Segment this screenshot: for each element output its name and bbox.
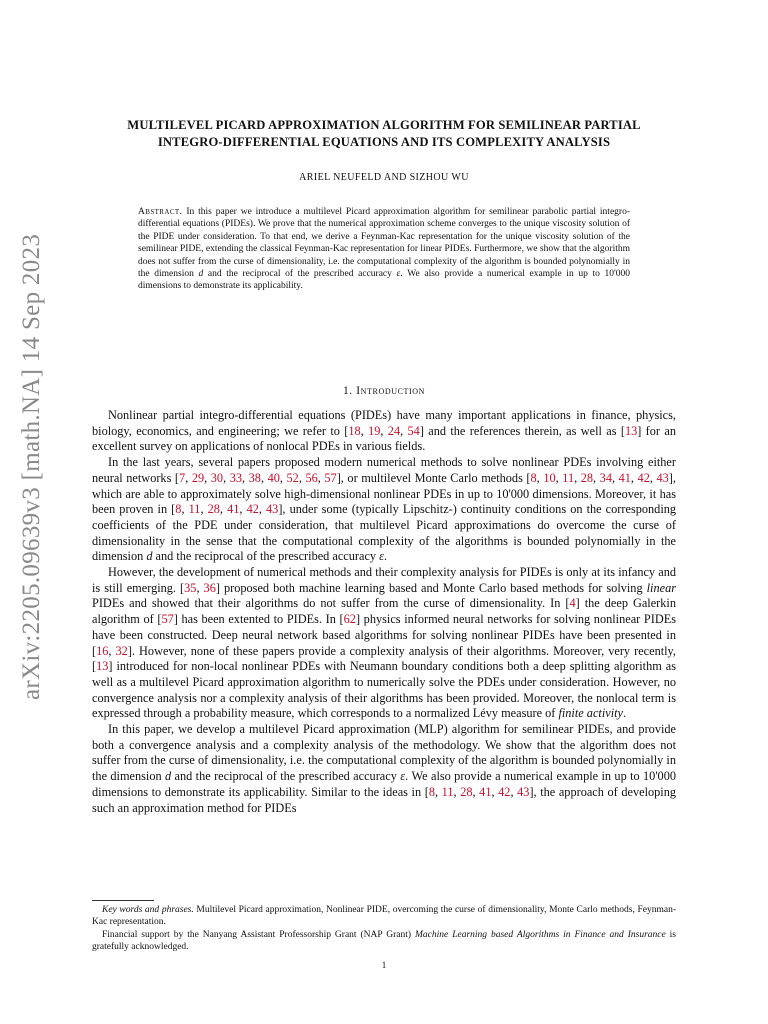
citation-link[interactable]: 8: [428, 784, 435, 799]
citation-link[interactable]: 28: [460, 784, 473, 799]
citation-link[interactable]: 62: [343, 612, 356, 627]
citation-link[interactable]: 28: [207, 502, 220, 517]
emphasis-text: Machine Learning based Algorithms in Finance and Insurance: [415, 929, 666, 940]
math-symbol: d: [165, 769, 172, 784]
citation-link[interactable]: 34: [599, 470, 612, 485]
citation-link[interactable]: 13: [96, 659, 109, 674]
citation-link[interactable]: 28: [580, 470, 594, 485]
body-paragraph: In this paper, we develop a multilevel Picard approximation (MLP) algorithm for semilinear PIDEs, and provide both a convergence analysis and a complexity analysis of the methodology. We show that the algorithm does not suffer from the curse of dimensionality, i.e. the computational complexity of the algorithm is bounded polynomially in the dimension d and the reciprocal of the prescribed accuracy ε. We also provide a numerical example in up to 10'000 dimensions to demonstrate its applicability. Similar to the ideas in [8, 11, 28, 41, 42, 43], the approach of developing such an approximation method for PIDEs: [92, 722, 676, 815]
citation-link[interactable]: 42: [498, 784, 511, 799]
footnote-rule: [92, 900, 154, 901]
citation-link[interactable]: 18: [348, 423, 361, 438]
citation-link[interactable]: 41: [227, 502, 240, 517]
math-symbol: ε: [400, 769, 406, 784]
footnotes: [92, 904, 676, 954]
citation-link[interactable]: 57: [324, 470, 337, 485]
citation-link[interactable]: 52: [286, 470, 299, 485]
body-text: [92, 408, 676, 816]
body-paragraph: In the last years, several papers proposed modern numerical methods to solve nonlinear PDEs involving either neural networks [7, 29, 30, 33, 38, 40, 52, 56, 57], or multilevel Monte Carlo methods [8, 10, 11, 28, 34, 41, 42, 43], which are able to approximately solve high-dimensional nonlinear PDEs in up to 10'000 dimensions. Moreover, it has been proven in [8, 11, 28, 41, 42, 43], under some (typically Lipschitz-) continuity conditions on the corresponding coefficients of the PDE under consideration, that multilevel Picard approximations do overcome the curse of dimensionality in the sense that the computational complexity of the algorithms is bounded polynomially in the dimension d and the reciprocal of the prescribed accuracy ε.: [92, 455, 677, 564]
citation-link[interactable]: 57: [161, 612, 174, 627]
section-heading: [92, 385, 676, 397]
citation-link[interactable]: 42: [637, 470, 650, 485]
citation-link[interactable]: 43: [656, 470, 669, 485]
citation-link[interactable]: 36: [203, 580, 216, 595]
emphasis-text: Key words and phrases.: [102, 905, 194, 915]
arxiv-stamp-text: arXiv:2205.09639v3 [math.NA] 14 Sep 2023: [18, 233, 45, 700]
citation-link[interactable]: 11: [562, 470, 575, 485]
citation-link[interactable]: 29: [191, 470, 205, 485]
citation-link[interactable]: 43: [266, 502, 279, 517]
abstract-text: In this paper we introduce a multilevel Picard approximation algorithm for semilinear parabolic partial integro-differential equations (PIDEs). We prove that the numerical approximation scheme converges to the unique viscosity solution of the PIDE under consideration. To that end, we derive a Feynman-Kac representation for the unique viscosity solution of the semilinear PIDE, extending the classical Feynman-Kac representation for linear PIDEs. Furthermore, we show that the algorithm does not suffer from the curse of dimensionality, i.e. the computational complexity of the algorithm is bounded polynomially in the dimension d and the reciprocal of the prescribed accuracy ε. We also provide a numerical example in up to 10'000 dimensions to demonstrate its applicability.: [138, 207, 630, 292]
paper-title: [92, 117, 676, 151]
math-symbol: ε: [396, 269, 401, 280]
citation-link[interactable]: 56: [305, 470, 318, 485]
citation-link[interactable]: 16: [96, 643, 109, 658]
citation-link[interactable]: 38: [248, 470, 261, 485]
abstract-heading: Abstract.: [138, 207, 183, 217]
footnote: Financial support by the Nanyang Assistant Professorship Grant (NAP Grant) Machine Learning based Algorithms in Finance and Insurance is gratefully acknowledged.: [92, 929, 676, 953]
math-symbol: d: [198, 269, 204, 280]
citation-link[interactable]: 40: [267, 470, 280, 485]
citation-link[interactable]: 24: [387, 423, 401, 438]
body-paragraph: However, the development of numerical methods and their complexity analysis for PIDEs is only at its infancy and is still emerging. [35, 36] proposed both machine learning based and Monte Carlo based methods for solving linear PIDEs and showed that their algorithms do not suffer from the curse of dimensionality. In [4] the deep Galerkin algorithm of [57] has been extented to PIDEs. In [62] physics informed neural networks for solving nonlinear PIDEs have been constructed. Deep neural network based algorithms for solving nonlinear PIDEs have been presented in [16, 32]. However, none of these papers provide a complexity analysis of their algorithms. Moreover, very recently, [13] introduced for non-local nonlinear PDEs with Neumann boundary conditions both a deep splitting algorithm as well as a multilevel Picard approximation algorithm to numerically solve the PDEs under consideration. However, no convergence analysis nor a complexity analysis of their algorithms has been provided. Moreover, the nonlocal term is expressed through a probability measure, which corresponds to a normalized Lévy measure of finite activity.: [92, 565, 676, 721]
citation-link[interactable]: 7: [179, 470, 186, 485]
math-symbol: d: [146, 549, 153, 564]
math-symbol: ε: [379, 549, 385, 564]
footnote: Key words and phrases. Multilevel Picard approximation, Nonlinear PIDE, overcoming the curse of dimensionality, Monte Carlo methods, Feynman-Kac representation.: [92, 905, 676, 928]
title-line-1: MULTILEVEL PICARD APPROXIMATION ALGORITHM FOR SEMILINEAR PARTIAL: [127, 118, 641, 132]
citation-link[interactable]: 8: [530, 470, 537, 485]
citation-link[interactable]: 35: [184, 580, 197, 595]
citation-link[interactable]: 8: [175, 502, 182, 517]
citation-link[interactable]: 4: [569, 596, 576, 611]
arxiv-stamp: [12, 233, 52, 700]
section-title: Introduction: [356, 385, 426, 397]
citation-link[interactable]: 43: [517, 784, 530, 799]
section-number: 1.: [342, 385, 353, 397]
citation-link[interactable]: 13: [624, 423, 638, 438]
citation-link[interactable]: 54: [407, 423, 420, 438]
authors: ARIEL NEUFELD AND SIZHOU WU: [299, 172, 469, 183]
citation-link[interactable]: 11: [188, 502, 201, 517]
citation-link[interactable]: 19: [368, 423, 381, 438]
citation-link[interactable]: 41: [479, 784, 492, 799]
emphasis-text: finite activity: [558, 706, 623, 721]
abstract: [138, 206, 630, 293]
citation-link[interactable]: 41: [618, 470, 631, 485]
citation-link[interactable]: 10: [543, 470, 556, 485]
title-line-2: INTEGRO-DIFFERENTIAL EQUATIONS AND ITS COMPLEXITY ANALYSIS: [157, 135, 611, 149]
emphasis-text: linear: [646, 580, 676, 595]
citation-link[interactable]: 33: [229, 470, 242, 485]
citation-link[interactable]: 11: [441, 784, 454, 799]
citation-link[interactable]: 30: [210, 470, 224, 485]
body-paragraph: Nonlinear partial integro-differential equations (PIDEs) have many important applications in finance, physics, biology, economics, and engineering; we refer to [18, 19, 24, 54] and the references therein, as well as [13] for an excellent survey on applications of nonlocal PDEs in various fields.: [92, 408, 676, 454]
page-number: 1: [381, 960, 387, 970]
citation-link[interactable]: 32: [115, 643, 128, 658]
citation-link[interactable]: 42: [246, 502, 259, 517]
